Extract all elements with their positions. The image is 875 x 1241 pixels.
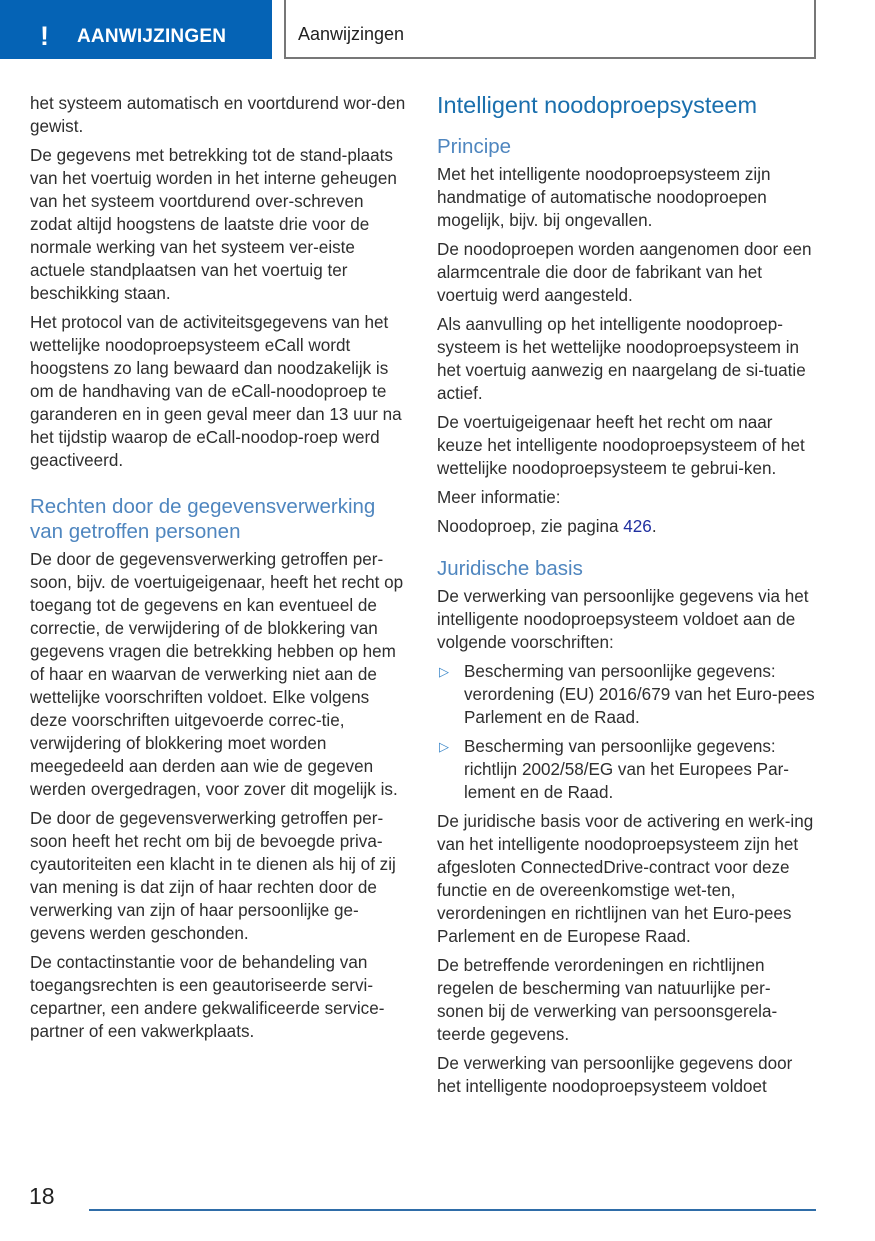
main-heading: Intelligent noodoproepsysteem bbox=[437, 92, 758, 118]
left-column bbox=[30, 92, 410, 1049]
triangle-right-icon: ▷ bbox=[439, 739, 449, 754]
paragraph: Met het intelligente noodoproepsysteem zijn handmatige of automatische noodoproepen mogelijk, bijv. bij ongevallen. bbox=[437, 165, 771, 230]
juridisch-heading: Juridische basis bbox=[437, 557, 583, 580]
xref-text: Noodoproep, zie pagina bbox=[437, 517, 624, 536]
triangle-right-icon: ▷ bbox=[439, 664, 449, 679]
list-item-text: Bescherming van persoonlijke gegevens: verordening (EU) 2016/679 van het Euro-pees Parlement en de Raad. bbox=[464, 662, 815, 727]
paragraph: Het protocol van de activiteitsgegevens van het wettelijke noodoproepsysteem eCall wordt hoogstens zo lang bewaard dan noodzakelijk is om de handhaving van de eCall-noodoproep te garanderen en in geen geval meer dan 13 uur na het tijdstip waarop de eCall-noodop-roep werd geactiveerd. bbox=[30, 313, 402, 470]
chapter-tab bbox=[0, 0, 272, 59]
list-item bbox=[437, 660, 817, 729]
right-column bbox=[437, 90, 817, 1104]
cross-reference bbox=[437, 515, 817, 538]
bullet-list bbox=[437, 660, 817, 804]
footer-divider bbox=[89, 1209, 816, 1211]
rights-heading: Rechten door de gegevensverwerking van getroffen personen bbox=[30, 495, 376, 543]
page-link[interactable]: 426 bbox=[623, 517, 652, 536]
section-title-box bbox=[284, 0, 816, 59]
paragraph: het systeem automatisch en voortdurend wor-den gewist. bbox=[30, 94, 406, 136]
paragraph: De noodoproepen worden aangenomen door een alarmcentrale die door de fabrikant van het voertuig werd aangesteld. bbox=[437, 240, 812, 305]
section-title: Aanwijzingen bbox=[298, 24, 405, 44]
page-number: 18 bbox=[29, 1183, 55, 1209]
paragraph: Als aanvulling op het intelligente noodoproep-systeem is het wettelijke noodoproepsysteem in het voertuig aanwezig en naargelang de si-tuatie actief. bbox=[437, 315, 806, 403]
paragraph: De gegevens met betrekking tot de stand-plaats van het voertuig worden in het interne geheugen van het systeem voortdurend over-schreven zodat altijd hoogstens de laatste drie voor de normale werking van het systeem ver-eiste actuele standplaatsen van het voertuig ter beschikking staan. bbox=[30, 146, 397, 303]
paragraph: De juridische basis voor de activering en werk-ing van het intelligente noodoproepsysteem zijn het afgesloten ConnectedDrive-contract voor deze functie en de overeenkomstige wet-ten, verordeningen en richtlijnen van het Euro-pees Parlement en de Europese Raad. bbox=[437, 812, 814, 946]
list-item-text: Bescherming van persoonlijke gegevens: richtlijn 2002/58/EG van het Europees Par-lement en de Raad. bbox=[464, 737, 789, 802]
paragraph: Meer informatie: bbox=[437, 488, 561, 507]
paragraph: De door de gegevensverwerking getroffen per-soon, bijv. de voertuigeigenaar, heeft het recht op toegang tot de gegevens en kan eventueel de correctie, de verwijdering of de blokkering van gegevens vragen die betrekking hebben op hem of haar en waarvan de verwerking niet aan de wettelijke voorschriften voldoet. Elke volgens deze voorschriften uitgevoerde correc-tie, verwijdering of blokkering moet worden meegedeeld aan derden aan wie de gegeven werden overgedragen, voor zover dit mogelijk is. bbox=[30, 550, 404, 799]
xref-suffix: . bbox=[651, 517, 657, 536]
chapter-tab-label: AANWIJZINGEN bbox=[77, 25, 227, 47]
principe-heading: Principe bbox=[437, 135, 512, 158]
paragraph: De betreffende verordeningen en richtlijnen regelen de bescherming van natuurlijke per-sonen bij de verwerking van persoonsgerela-teerde gegevens. bbox=[437, 956, 778, 1044]
paragraph: De voertuigeigenaar heeft het recht om naar keuze het intelligente noodoproepsysteem of het wettelijke noodoproepsysteem te gebrui-ken. bbox=[437, 413, 805, 478]
paragraph: De verwerking van persoonlijke gegevens door het intelligente noodoproepsysteem voldoet bbox=[437, 1054, 793, 1096]
paragraph: De verwerking van persoonlijke gegevens via het intelligente noodoproepsysteem voldoet aan de volgende voorschriften: bbox=[437, 587, 809, 652]
paragraph: De door de gegevensverwerking getroffen per-soon heeft het recht om bij de bevoegde priva-cyautoriteiten een klacht in te dienen als hij of zij van mening is dat zijn of haar rechten door de verwerking van zijn of haar persoonlijke ge-gevens werden geschonden. bbox=[30, 809, 396, 943]
exclamation-icon: ! bbox=[40, 21, 49, 51]
paragraph: De contactinstantie voor de behandeling van toegangsrechten is een geautoriseerde servi-cepartner, een andere gekwalificeerde service-partner of een vakwerkplaats. bbox=[30, 953, 385, 1041]
list-item bbox=[437, 735, 817, 804]
